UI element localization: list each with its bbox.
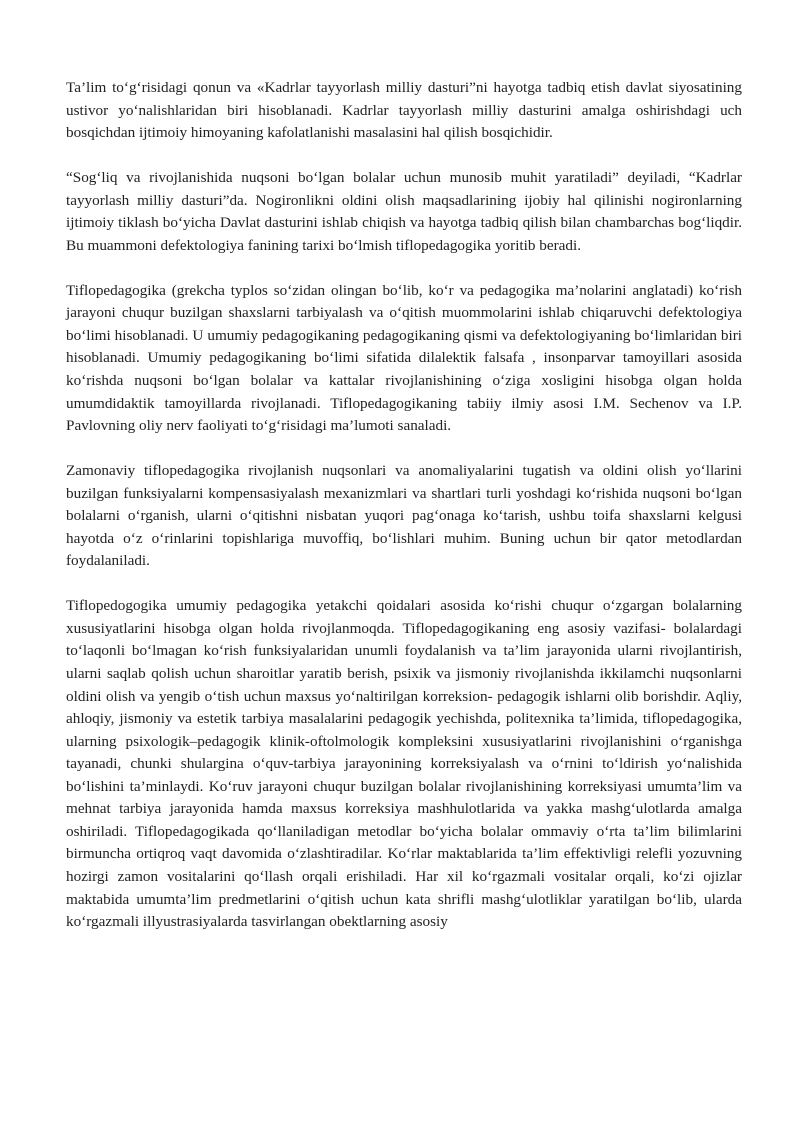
document-body — [66, 77, 742, 934]
paragraph-1: Ta’lim to‘g‘risidagi qonun va «Kadrlar tayyorlash milliy dasturi”ni hayotga tadbiq etish davlat siyosatining ustivor yo‘nalishlaridan biri hisoblanadi. Kadrlar tayyorlash milliy dasturini amalga oshirishdagi uch bosqichdan ijtimoiy himoyaning kafolatlanishi masalasini hal qilish bosqichidir. — [66, 79, 742, 142]
paragraph-5: Tiflopedogogika umumiy pedagogika yetakchi qoidalari asosida ko‘rishi chuqur o‘zgargan bolalarning xususiyatlarini hisobga olgan holda rivojlanmoqda. Tiflopedagogikaning eng asosiy vazifasi- bolalardagi to‘laqonli bo‘lmagan ko‘rish funksiyalaridan unumli foydalanish va ta’lim jarayonida ularni rivojlantirish, ularni saqlab qolish uchun sharoitlar yaratib berish, psixik va jismoniy rivojlanishda ikkilamchi nuqsonlarni oldini olish va yengib o‘tish uchun maxsus yo‘naltirilgan korreksion- pedagogik ishlarni olib borishdir. Aqliy, ahloqiy, jismoniy va estetik tarbiya masalalarini pedagogik yechishda, politexnika ta’limida, tiflopedagogika, ularning psixologik–pedagogik klinik-oftolmologik kompleksini xususiyatlarini rivojlanishini o‘rganishga tayanadi, chunki shulargina o‘quv-tarbiya jarayonining korreksiyalash va o‘rnini to‘ldirish yo‘nalishida bo‘lishini ta’minlaydi. Ko‘ruv jarayoni chuqur buzilgan bolalar rivojlanishining korreksiyasi umumta’lim va mehnat tarbiya jarayonida hamda maxsus korreksiya mashhulotlarida va yakka mashg‘ulotlarda amalga oshiriladi. Tiflopedagogikada qo‘llaniladigan metodlar bo‘yicha bolalar ommaviy o‘rta ta’lim bilimlarini birmuncha ortiqroq vaqt davomida o‘zlashtiradilar. Ko‘rlar maktablarida ta’lim effektivligi relefli yozuvning hozirgi zamon vositalarini qo‘llash orqali erishiladi. Har xil ko‘rgazmali vositalar orqali, ko‘zi ojizlar maktabida umumta’lim predmetlarini o‘qitish uchun kata shrifli mashg‘ulotliklar yaratilgan bo‘lib, ularda ko‘rgazmali illyustrasiyalarda tasvirlangan obektlarning asosiy — [66, 597, 742, 931]
paragraph-2: “Sog‘liq va rivojlanishida nuqsoni bo‘lgan bolalar uchun munosib muhit yaratiladi” deyiladi, “Kadrlar tayyorlash milliy dasturi”da. Nogironlikni oldini olish maqsadlarining ijobiy hal qilinishi nogironlarning ijtimoiy tiklash bo‘yicha Davlat dasturini ishlab chiqish va hayotga tadbiq qilish bilan chambarchas bog‘liqdir. Bu muammoni defektologiya fanining tarixi bo‘lmish tiflopedagogika yoritib beradi. — [66, 169, 742, 254]
paragraph-4: Zamonaviy tiflopedagogika rivojlanish nuqsonlari va anomaliyalarini tugatish va oldini olish yo‘llarini buzilgan funksiyalarni kompensasiyalash mexanizmlari va shartlari turli yoshdagi ko‘rishida nuqsoni bo‘lgan bolalarni o‘rganish, ularni o‘qitishni nisbatan yuqori pag‘onaga ko‘tarish, ushbu toifa shaxslarni kelgusi hayotda o‘z o‘rinlarini topishlariga muvoffiq, bo‘lishlari muhim. Buning uchun bir qator metodlardan foydalaniladi. — [66, 462, 742, 570]
paragraph-3: Tiflopedagogika (grekcha typlos so‘zidan olingan bo‘lib, ko‘r va pedagogika ma’nolarini anglatadi) ko‘rish jarayoni chuqur buzilgan shaxslarni tarbiyalash va o‘qitish muommolarini ishlab chiqaruvchi defektologiya bo‘limi hisoblanadi. U umumiy pedagogikaning pedagogikaning qismi va defektologiyaning bo‘limlaridan biri hisoblanadi. Umumiy pedagogikaning bo‘limi sifatida dilalektik falsafa , insonparvar tamoyillari asosida ko‘rishda nuqsoni bo‘lgan bolalar va kattalar rivojlanishining o‘ziga xosligini hisobga olgan holda umumdidaktik tamoyillarda rivojlanadi. Tiflopedagogikaning tabiiy ilmiy asosi I.M. Sechenov va I.P. Pavlovning oliy nerv faoliyati to‘g‘risidagi ma’lumoti sanaladi. — [66, 281, 742, 435]
